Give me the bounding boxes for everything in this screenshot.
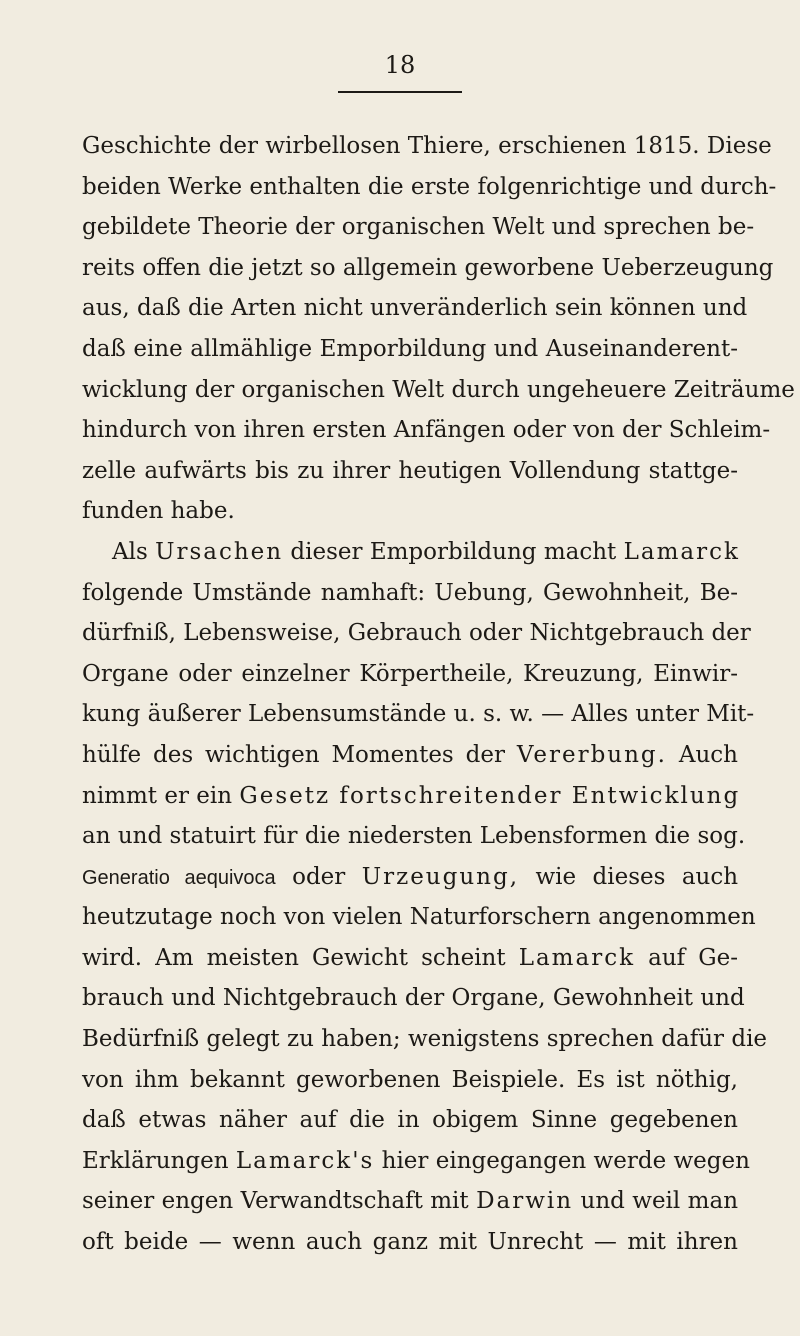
text-line: daß etwas näher auf die in obigem Sinne gegebenen — [82, 1107, 738, 1134]
text-line: Bedürfniß gelegt zu haben; wenigstens sprechen dafür die — [82, 1026, 768, 1053]
text-run: wird. Am meisten Gewicht scheint — [82, 944, 506, 971]
text-line: reits offen die jetzt so allgemein geworbene Ueberzeugung — [82, 254, 774, 281]
text-line — [82, 1141, 750, 1182]
spaced-term: Ursachen — [155, 538, 284, 565]
text-run: hier eingegangen werde wegen — [381, 1147, 750, 1174]
text-line: aus, daß die Arten nicht unveränderlich sein können und — [82, 295, 748, 322]
spaced-term: Urzeugung, — [361, 863, 520, 890]
text-line: funden habe. — [82, 498, 235, 525]
text-run: auf Ge- — [648, 944, 738, 971]
text-run: Erklärungen — [82, 1147, 229, 1174]
text-line — [82, 776, 741, 817]
text-line — [82, 532, 738, 573]
text-line: beiden Werke enthalten die erste folgenrichtige und durch- — [82, 173, 777, 200]
page-number: 18 — [384, 51, 416, 79]
text-line: heutzutage noch von vielen Naturforschern angenommen — [82, 904, 756, 931]
text-line — [82, 857, 738, 898]
text-line — [82, 1181, 738, 1222]
spaced-term: Lamarck — [518, 944, 636, 971]
text-line: wicklung der organischen Welt durch ungeheuere Zeiträume — [82, 376, 795, 403]
text-line: hindurch von ihren ersten Anfängen oder von der Schleim- — [82, 417, 771, 444]
body-text — [82, 126, 795, 1263]
text-line: dürfniß, Lebensweise, Gebrauch oder Nichtgebrauch der — [82, 620, 751, 647]
text-line: brauch und Nichtgebrauch der Organe, Gewohnheit und — [82, 985, 745, 1012]
text-run: nimmt er ein — [82, 782, 233, 809]
text-run: Als — [112, 538, 148, 565]
text-line: Geschichte der wirbellosen Thiere, erschienen 1815. Diese — [82, 133, 772, 159]
header-rule — [338, 91, 462, 93]
text-line: Organe oder einzelner Körpertheile, Kreuzung, Einwir- — [82, 660, 738, 687]
text-line: kung äußerer Lebensumstände u. s. w. — Alles unter Mit- — [82, 701, 755, 728]
spaced-term: Darwin — [476, 1188, 574, 1215]
text-line: zelle aufwärts bis zu ihrer heutigen Vollendung stattge- — [82, 457, 738, 484]
latin-term: Generatio aequivoca — [82, 866, 276, 889]
text-run: dieser Emporbildung macht — [290, 538, 617, 565]
text-line: von ihm bekannt geworbenen Beispiele. Es ist nöthig, — [82, 1066, 738, 1093]
text-run: seiner engen Verwandtschaft mit — [82, 1188, 469, 1215]
text-line — [82, 938, 738, 979]
text-line: folgende Umstände namhaft: Uebung, Gewohnheit, Be- — [82, 579, 738, 606]
text-line: oft beide — wenn auch ganz mit Unrecht — mit ihren — [82, 1229, 738, 1256]
spaced-term: Lamarck's — [235, 1147, 375, 1174]
text-run: hülfe des wichtigen Momentes der — [82, 741, 505, 768]
spaced-term: Lamarck — [623, 538, 740, 565]
text-line: gebildete Theorie der organischen Welt und sprechen be- — [82, 214, 755, 241]
text-run: oder — [292, 863, 346, 890]
spaced-term: Vererbung. — [516, 741, 667, 768]
spaced-term: Gesetz fortschreitender Entwicklung — [239, 782, 741, 809]
text-run: und weil man — [580, 1188, 739, 1215]
text-line: an und statuirt für die niedersten Lebensformen die sog. — [82, 823, 746, 850]
text-run: Auch — [678, 741, 738, 768]
text-line — [82, 735, 738, 776]
text-line: daß eine allmählige Emporbildung und Auseinanderent- — [82, 335, 738, 362]
text-run: wie dieses auch — [535, 863, 739, 890]
